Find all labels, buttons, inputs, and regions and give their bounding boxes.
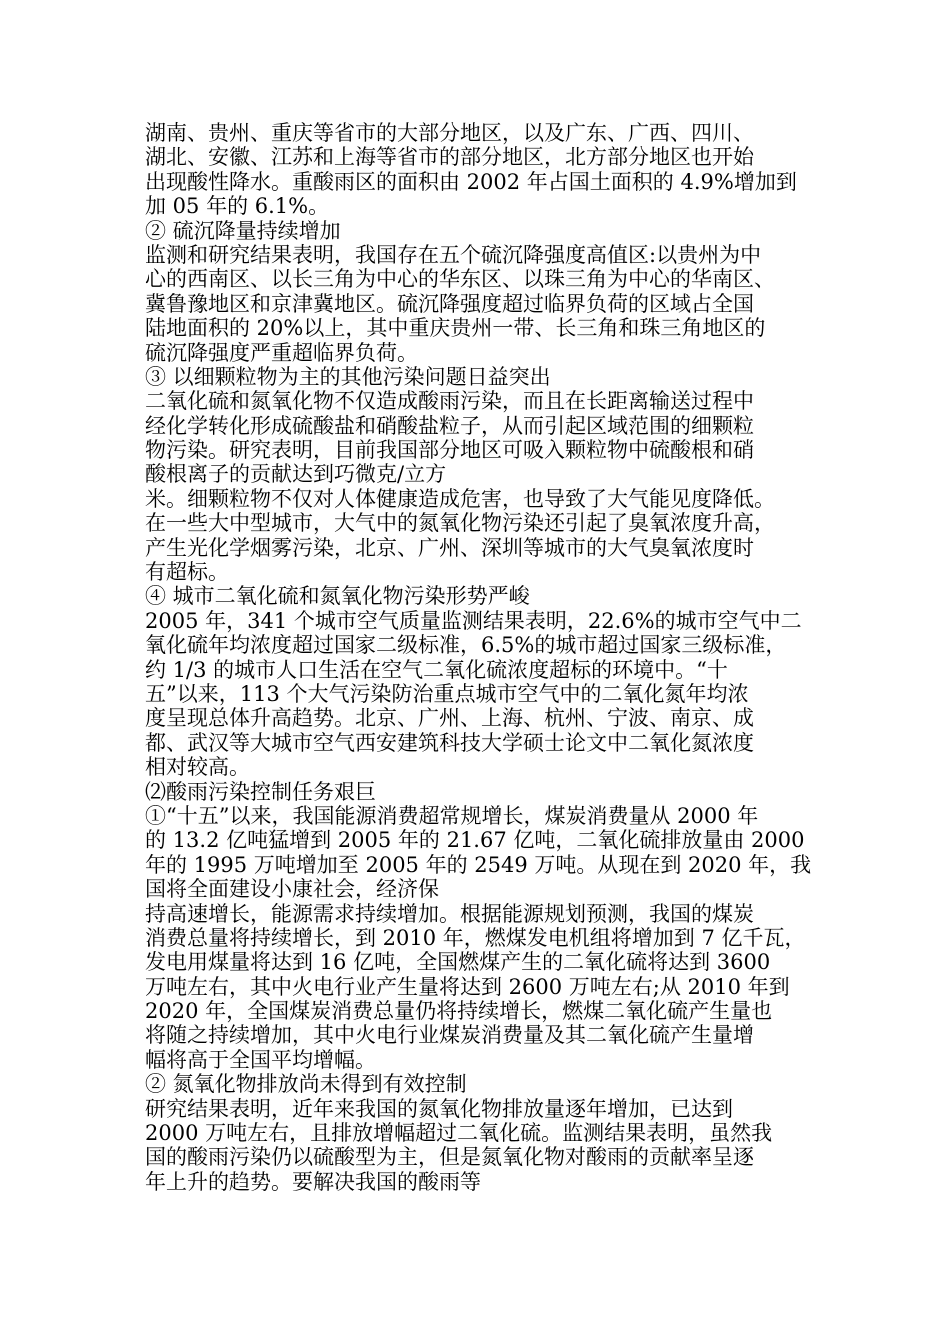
text-line: 度呈现总体升高趋势。北京、广州、上海、杭州、宁波、南京、成 bbox=[145, 706, 754, 731]
text-line: 经化学转化形成硫酸盐和硝酸盐粒子，从而引起区域范围的细颗粒 bbox=[145, 413, 754, 438]
document-body bbox=[145, 121, 815, 1194]
text-line: 湖南、贵州、重庆等省市的大部分地区，以及广东、广西、四川、 bbox=[145, 121, 754, 145]
text-line: 硫沉降强度严重超临界负荷。 bbox=[145, 340, 418, 365]
text-line: 发电用煤量将达到 16 亿吨，全国燃煤产生的二氧化硫将达到 3600 bbox=[145, 950, 771, 975]
text-line: 都、武汉等大城市空气西安建筑科技大学硕士论文中二氧化氮浓度 bbox=[145, 730, 754, 755]
section-heading: ② 硫沉降量持续增加 bbox=[145, 218, 341, 243]
text-line: 国将全面建设小康社会，经济保 bbox=[145, 877, 439, 902]
text-line: 米。细颗粒物不仅对人体健康造成危害，也导致了大气能见度降低。 bbox=[145, 486, 775, 511]
text-line: 加 05 年的 6.1%。 bbox=[145, 194, 330, 219]
section-heading: ⑵酸雨污染控制任务艰巨 bbox=[145, 779, 376, 804]
text-line: ①“十五”以来，我国能源消费超常规增长，煤炭消费量从 2000 年 bbox=[145, 803, 759, 828]
text-line: 年上升的趋势。要解决我国的酸雨等 bbox=[145, 1169, 481, 1194]
text-line: 二氧化硫和氮氧化物不仅造成酸雨污染，而且在长距离输送过程中 bbox=[145, 389, 754, 414]
text-line: 酸根离子的贡献达到巧微克/立方 bbox=[145, 462, 447, 487]
section-heading: ④ 城市二氧化硫和氮氧化物污染形势严峻 bbox=[145, 584, 530, 609]
text-line: 监测和研究结果表明，我国存在五个硫沉降强度高值区:以贵州为中 bbox=[145, 242, 762, 267]
text-line: 在一些大中型城市，大气中的氮氧化物污染还引起了臭氧浓度升高， bbox=[145, 511, 775, 536]
text-line: 有超标。 bbox=[145, 560, 229, 585]
text-line: 产生光化学烟雾污染，北京、广州、深圳等城市的大气臭氧浓度时 bbox=[145, 535, 754, 560]
text-line: 相对较高。 bbox=[145, 755, 250, 780]
text-line: 心的西南区、以长三角为中心的华东区、以珠三角为中心的华南区、 bbox=[145, 267, 775, 292]
text-line: 国的酸雨污染仍以硫酸型为主，但是氮氧化物对酸雨的贡献率呈逐 bbox=[145, 1145, 754, 1170]
text-line: 湖北、安徽、江苏和上海等省市的部分地区，北方部分地区也开始 bbox=[145, 145, 754, 170]
text-line: 持高速增长，能源需求持续增加。根据能源规划预测，我国的煤炭 bbox=[145, 901, 754, 926]
section-heading: ② 氮氧化物排放尚未得到有效控制 bbox=[145, 1072, 467, 1097]
text-line: 的 13.2 亿吨猛增到 2005 年的 21.67 亿吨，二氧化硫排放量由 2000 bbox=[145, 828, 805, 853]
text-line: 2020 年，全国煤炭消费总量仍将持续增长，燃煤二氧化硫产生量也 bbox=[145, 999, 773, 1024]
text-line: 2000 万吨左右，且排放增幅超过二氧化硫。监测结果表明，虽然我 bbox=[145, 1121, 773, 1146]
text-line: 冀鲁豫地区和京津冀地区。硫沉降强度超过临界负荷的区域占全国 bbox=[145, 291, 754, 316]
text-line: 氧化硫年均浓度超过国家二级标准，6.5%的城市超过国家三级标准， bbox=[145, 633, 787, 658]
text-line: 幅将高于全国平均增幅。 bbox=[145, 1047, 376, 1072]
text-line: 研究结果表明，近年来我国的氮氧化物排放量逐年增加，已达到 bbox=[145, 1096, 733, 1121]
text-line: 出现酸性降水。重酸雨区的面积由 2002 年占国土面积的 4.9%增加到 bbox=[145, 169, 797, 194]
text-line: 物污染。研究表明，目前我国部分地区可吸入颗粒物中硫酸根和硝 bbox=[145, 438, 754, 463]
text-line: 将随之持续增加，其中火电行业煤炭消费量及其二氧化硫产生量增 bbox=[145, 1023, 754, 1048]
text-line: 五”以来，113 个大气污染防治重点城市空气中的二氧化氮年均浓 bbox=[145, 681, 749, 706]
text-line: 约 1/3 的城市人口生活在空气二氧化硫浓度超标的环境中。“十 bbox=[145, 657, 728, 682]
text-line: 2005 年，341 个城市空气质量监测结果表明，22.6%的城市空气中二 bbox=[145, 608, 802, 633]
text-line: 万吨左右，其中火电行业产生量将达到 2600 万吨左右;从 2010 年到 bbox=[145, 974, 790, 999]
section-heading: ③ 以细颗粒物为主的其他污染问题日益突出 bbox=[145, 364, 551, 389]
text-line: 年的 1995 万吨增加至 2005 年的 2549 万吨。从现在到 2020 年，我 bbox=[145, 852, 812, 877]
text-line: 陆地面积的 20%以上，其中重庆贵州一带、长三角和珠三角地区的 bbox=[145, 316, 766, 341]
text-line: 消费总量将持续增长，到 2010 年，燃煤发电机组将增加到 7 亿千瓦， bbox=[145, 925, 806, 950]
